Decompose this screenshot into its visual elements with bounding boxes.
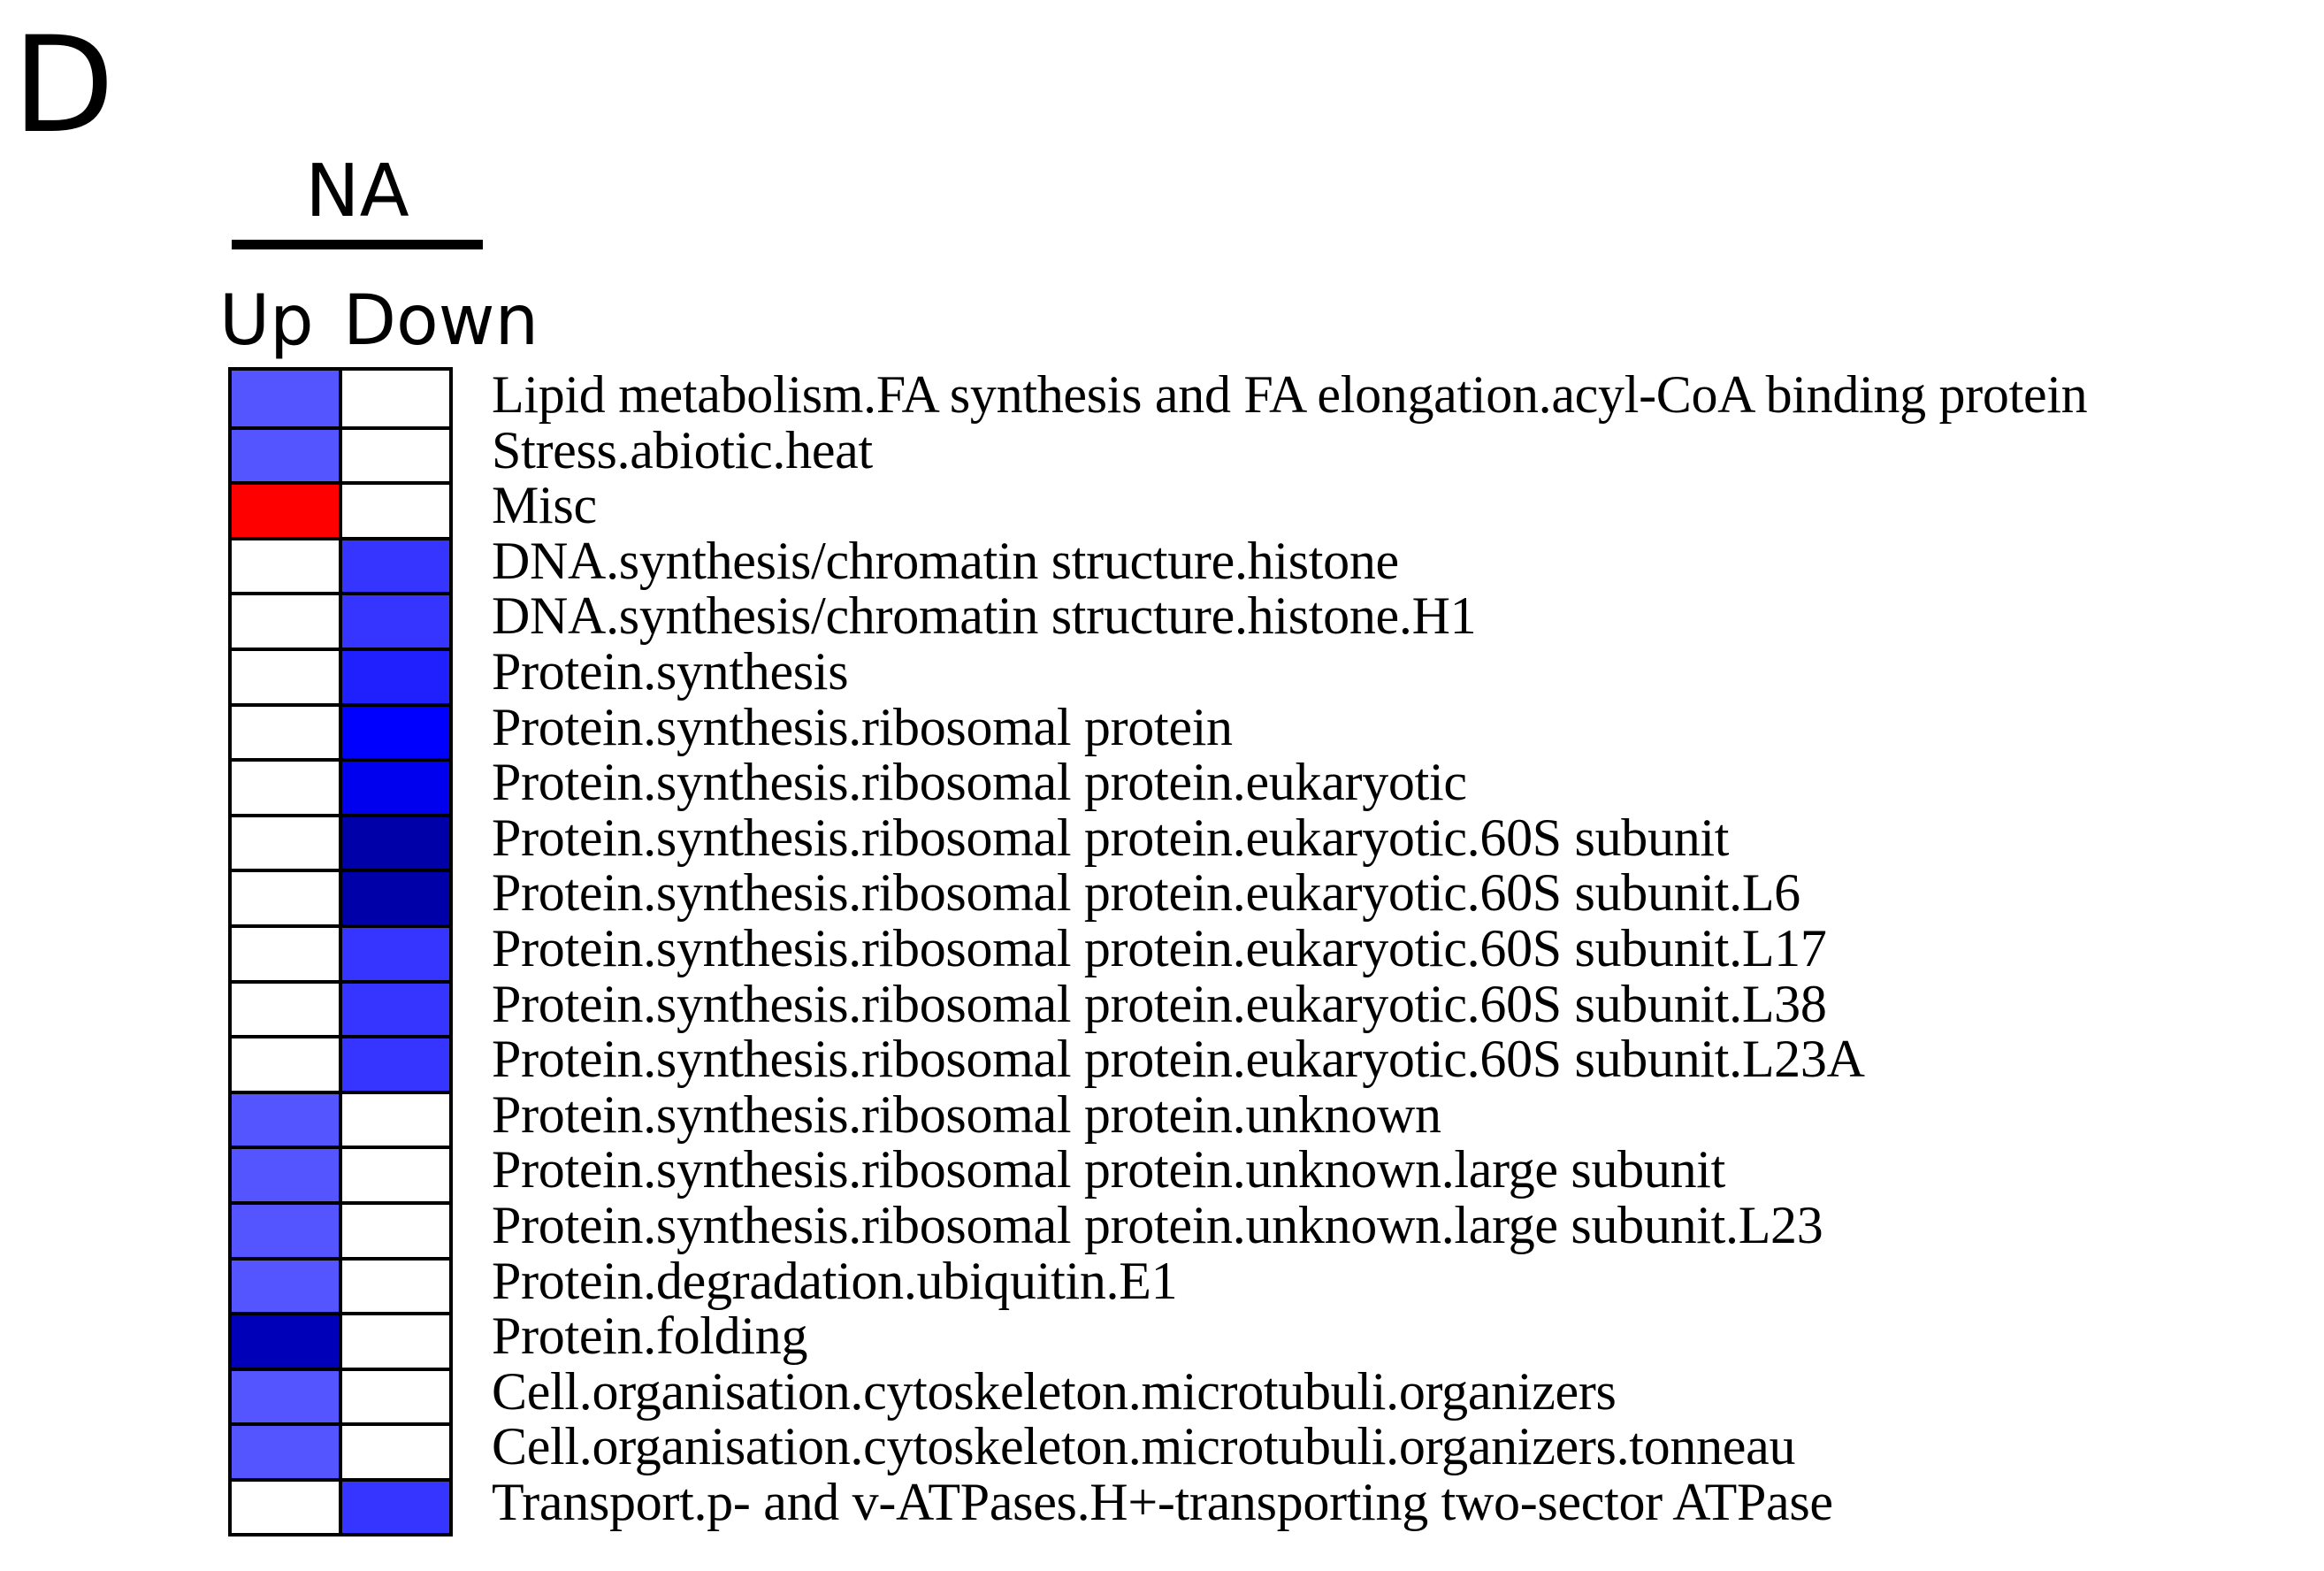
heatmap-row xyxy=(232,869,449,924)
heatmap-grid xyxy=(228,367,453,1537)
row-label: Stress.abiotic.heat xyxy=(492,420,873,479)
row-label: Protein.synthesis xyxy=(492,641,849,701)
heatmap-row xyxy=(232,1478,449,1534)
heatmap-cell-down xyxy=(342,817,449,870)
heatmap-cell-down xyxy=(342,928,449,980)
heatmap-cell-up xyxy=(232,540,342,593)
heatmap-cell-up xyxy=(232,651,342,703)
heatmap-cell-down xyxy=(342,651,449,703)
row-label: Cell.organisation.cytoskeleton.microtubuli.organizers xyxy=(492,1361,1617,1421)
heatmap-cell-down xyxy=(342,707,449,759)
heatmap-cell-up xyxy=(232,707,342,759)
heatmap-cell-up xyxy=(232,1205,342,1257)
heatmap-row xyxy=(232,481,449,537)
heatmap-cell-up xyxy=(232,762,342,814)
heatmap-row xyxy=(232,1201,449,1257)
heatmap-cell-up xyxy=(232,371,342,426)
heatmap-cell-up xyxy=(232,1094,342,1146)
row-label: Protein.synthesis.ribosomal protein.unknown.large subunit.L23 xyxy=(492,1195,1823,1254)
row-label: Protein.synthesis.ribosomal protein.eukaryotic.60S subunit xyxy=(492,808,1730,867)
heatmap-row xyxy=(232,1368,449,1423)
row-label: Lipid metabolism.FA synthesis and FA elongation.acyl-CoA binding protein xyxy=(492,365,2088,424)
row-label: Protein.synthesis.ribosomal protein.eukaryotic.60S subunit.L23A xyxy=(492,1030,1865,1089)
heatmap-cell-up xyxy=(232,817,342,870)
heatmap-row xyxy=(232,758,449,814)
heatmap-cell-down xyxy=(342,1315,449,1368)
heatmap-cell-down xyxy=(342,371,449,426)
heatmap-cell-up xyxy=(232,1261,342,1313)
heatmap-cell-down xyxy=(342,1094,449,1146)
heatmap-row xyxy=(232,648,449,703)
group-label: NA xyxy=(305,149,409,234)
row-label: Protein.synthesis.ribosomal protein xyxy=(492,697,1233,756)
heatmap-row xyxy=(232,1422,449,1478)
heatmap-row xyxy=(232,371,449,426)
heatmap-cell-down xyxy=(342,540,449,593)
heatmap-cell-up xyxy=(232,928,342,980)
heatmap-cell-down xyxy=(342,1371,449,1423)
row-label: Transport.p- and v-ATPases.H+-transporting two-sector ATPase xyxy=(492,1472,1833,1531)
group-underline xyxy=(232,240,483,249)
row-label: Misc xyxy=(492,476,597,535)
panel-letter: D xyxy=(12,9,115,163)
row-label: Protein.synthesis.ribosomal protein.unknown.large subunit xyxy=(492,1140,1726,1199)
heatmap-row xyxy=(232,426,449,482)
row-label: Protein.synthesis.ribosomal protein.unknown xyxy=(492,1084,1441,1144)
row-label: Protein.synthesis.ribosomal protein.eukaryotic.60S subunit.L17 xyxy=(492,918,1827,977)
row-label: Protein.degradation.ubiquitin.E1 xyxy=(492,1251,1178,1310)
heatmap-cell-down xyxy=(342,762,449,814)
heatmap-cell-up xyxy=(232,1149,342,1201)
heatmap-cell-down xyxy=(342,984,449,1036)
heatmap-cell-up xyxy=(232,1426,342,1478)
heatmap-cell-up xyxy=(232,595,342,648)
heatmap-row xyxy=(232,1146,449,1201)
row-label: Protein.synthesis.ribosomal protein.eukaryotic.60S subunit.L38 xyxy=(492,974,1827,1033)
heatmap-cell-down xyxy=(342,872,449,924)
heatmap-cell-down xyxy=(342,1261,449,1313)
heatmap-row xyxy=(232,592,449,648)
heatmap-row xyxy=(232,924,449,980)
heatmap-row xyxy=(232,980,449,1036)
heatmap-cell-up xyxy=(232,872,342,924)
heatmap-cell-down xyxy=(342,595,449,648)
heatmap-row xyxy=(232,814,449,870)
heatmap-cell-down xyxy=(342,1426,449,1478)
row-labels xyxy=(492,367,2087,1529)
row-label: Protein.synthesis.ribosomal protein.eukaryotic.60S subunit.L6 xyxy=(492,863,1800,923)
heatmap-cell-down xyxy=(342,430,449,482)
heatmap-row xyxy=(232,537,449,593)
heatmap-cell-down xyxy=(342,1205,449,1257)
heatmap-row xyxy=(232,1091,449,1146)
row-label: Protein.folding xyxy=(492,1307,808,1366)
heatmap-cell-up xyxy=(232,1038,342,1091)
row-label: DNA.synthesis/chromatin structure.histone xyxy=(492,531,1399,590)
heatmap-cell-down xyxy=(342,1482,449,1534)
heatmap-cell-up xyxy=(232,1371,342,1423)
heatmap-cell-up xyxy=(232,485,342,537)
heatmap-row xyxy=(232,1257,449,1313)
column-header-down: Down xyxy=(343,281,539,361)
heatmap-cell-up xyxy=(232,430,342,482)
column-header-up: Up xyxy=(219,281,314,361)
row-label: Protein.synthesis.ribosomal protein.eukaryotic xyxy=(492,753,1467,812)
heatmap-cell-down xyxy=(342,1149,449,1201)
row-label: DNA.synthesis/chromatin structure.histone.H1 xyxy=(492,586,1477,646)
heatmap-row xyxy=(232,1035,449,1091)
row-label: Cell.organisation.cytoskeleton.microtubuli.organizers.tonneau xyxy=(492,1417,1796,1476)
heatmap-row xyxy=(232,703,449,759)
heatmap-cell-down xyxy=(342,485,449,537)
heatmap-cell-down xyxy=(342,1038,449,1091)
heatmap-row xyxy=(232,1312,449,1368)
heatmap-cell-up xyxy=(232,984,342,1036)
heatmap-cell-up xyxy=(232,1482,342,1534)
heatmap-cell-up xyxy=(232,1315,342,1368)
